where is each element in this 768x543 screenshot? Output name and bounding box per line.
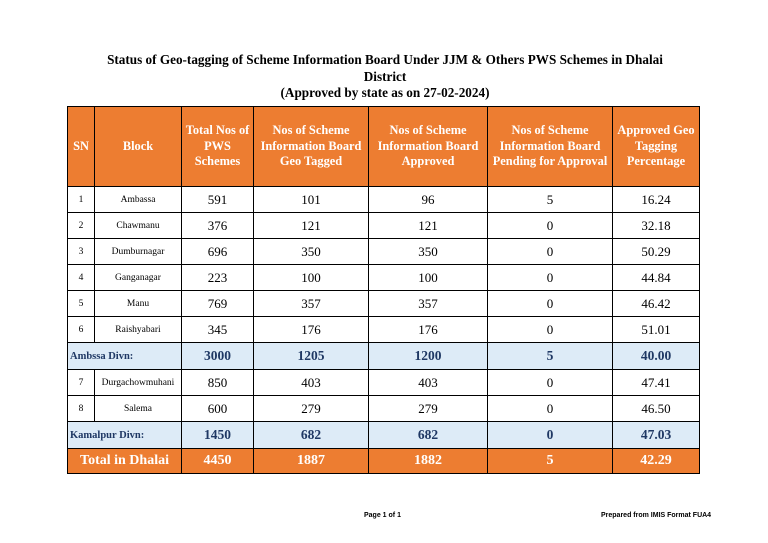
cell-total: 600: [182, 396, 254, 422]
cell-percentage: 46.42: [613, 291, 700, 317]
title-line-3: (Approved by state as on 27-02-2024): [280, 85, 490, 100]
cell-pending: 0: [488, 213, 613, 239]
header-approved: Nos of Scheme Information Board Approved: [369, 107, 488, 187]
geo-tagging-status-table: [67, 106, 700, 474]
subtotal-percentage: 40.00: [613, 343, 700, 370]
subtotal-pending: 0: [488, 422, 613, 449]
cell-total: 769: [182, 291, 254, 317]
subtotal-label: Kamalpur Divn:: [68, 422, 182, 449]
cell-tagged: 176: [254, 317, 369, 343]
table-row: [68, 317, 700, 343]
header-block: Block: [95, 107, 182, 187]
document-title: [60, 52, 710, 102]
cell-percentage: 47.41: [613, 370, 700, 396]
cell-tagged: 121: [254, 213, 369, 239]
grand-total-pending: 5: [488, 449, 613, 474]
cell-block: Chawmanu: [95, 213, 182, 239]
cell-approved: 403: [369, 370, 488, 396]
title-line-2: District: [363, 68, 407, 84]
table-row: [68, 396, 700, 422]
cell-percentage: 51.01: [613, 317, 700, 343]
grand-total-approved: 1882: [369, 449, 488, 474]
subtotal-approved: 682: [369, 422, 488, 449]
table-row: [68, 187, 700, 213]
table-row: [68, 291, 700, 317]
grand-total-row: [68, 449, 700, 474]
cell-approved: 350: [369, 239, 488, 265]
title-line-1: Status of Geo-tagging of Scheme Information Board Under JJM & Others PWS Schemes in Dhalai: [107, 52, 663, 67]
subtotal-total: 3000: [182, 343, 254, 370]
grand-total-total: 4450: [182, 449, 254, 474]
cell-approved: 279: [369, 396, 488, 422]
table-row: [68, 370, 700, 396]
grand-total-tagged: 1887: [254, 449, 369, 474]
cell-pending: 0: [488, 317, 613, 343]
cell-total: 696: [182, 239, 254, 265]
cell-sn: 8: [68, 396, 95, 422]
cell-tagged: 101: [254, 187, 369, 213]
cell-total: 376: [182, 213, 254, 239]
subtotal-tagged: 682: [254, 422, 369, 449]
cell-sn: 3: [68, 239, 95, 265]
cell-approved: 96: [369, 187, 488, 213]
header-total-pws: Total Nos of PWS Schemes: [182, 107, 254, 187]
cell-percentage: 44.84: [613, 265, 700, 291]
cell-tagged: 279: [254, 396, 369, 422]
subtotal-pending: 5: [488, 343, 613, 370]
cell-block: Manu: [95, 291, 182, 317]
cell-sn: 5: [68, 291, 95, 317]
header-pending: Nos of Scheme Information Board Pending for Approval: [488, 107, 613, 187]
prepared-from-note: Prepared from IMIS Format FUA4: [601, 512, 712, 519]
cell-approved: 121: [369, 213, 488, 239]
cell-pending: 0: [488, 396, 613, 422]
subtotal-row-kamalpur-divn: [68, 422, 700, 449]
grand-total-label: Total in Dhalai: [68, 449, 182, 474]
cell-block: Durgachowmuhani: [95, 370, 182, 396]
header-geo-tagged: Nos of Scheme Information Board Geo Tagged: [254, 107, 369, 187]
cell-pending: 0: [488, 370, 613, 396]
cell-sn: 1: [68, 187, 95, 213]
subtotal-percentage: 47.03: [613, 422, 700, 449]
cell-tagged: 100: [254, 265, 369, 291]
cell-pending: 5: [488, 187, 613, 213]
page-number: Page 1 of 1: [364, 512, 401, 519]
cell-percentage: 46.50: [613, 396, 700, 422]
cell-tagged: 403: [254, 370, 369, 396]
cell-total: 345: [182, 317, 254, 343]
cell-sn: 2: [68, 213, 95, 239]
grand-total-percentage: 42.29: [613, 449, 700, 474]
cell-sn: 6: [68, 317, 95, 343]
cell-approved: 100: [369, 265, 488, 291]
cell-pending: 0: [488, 265, 613, 291]
cell-total: 591: [182, 187, 254, 213]
header-percentage: Approved Geo Tagging Percentage: [613, 107, 700, 187]
cell-percentage: 16.24: [613, 187, 700, 213]
cell-total: 850: [182, 370, 254, 396]
subtotal-label: Ambssa Divn:: [68, 343, 182, 370]
cell-sn: 4: [68, 265, 95, 291]
cell-total: 223: [182, 265, 254, 291]
cell-percentage: 32.18: [613, 213, 700, 239]
cell-approved: 357: [369, 291, 488, 317]
cell-block: Ganganagar: [95, 265, 182, 291]
table-row: [68, 239, 700, 265]
subtotal-approved: 1200: [369, 343, 488, 370]
subtotal-row-ambassa-divn: [68, 343, 700, 370]
table-row: [68, 265, 700, 291]
cell-pending: 0: [488, 291, 613, 317]
cell-sn: 7: [68, 370, 95, 396]
table-row: [68, 213, 700, 239]
subtotal-tagged: 1205: [254, 343, 369, 370]
cell-block: Dumburnagar: [95, 239, 182, 265]
cell-percentage: 50.29: [613, 239, 700, 265]
cell-block: Raishyabari: [95, 317, 182, 343]
cell-block: Salema: [95, 396, 182, 422]
cell-block: Ambassa: [95, 187, 182, 213]
cell-pending: 0: [488, 239, 613, 265]
header-sn: SN: [68, 107, 95, 187]
cell-approved: 176: [369, 317, 488, 343]
subtotal-total: 1450: [182, 422, 254, 449]
table-header-row: [68, 107, 700, 187]
cell-tagged: 357: [254, 291, 369, 317]
cell-tagged: 350: [254, 239, 369, 265]
